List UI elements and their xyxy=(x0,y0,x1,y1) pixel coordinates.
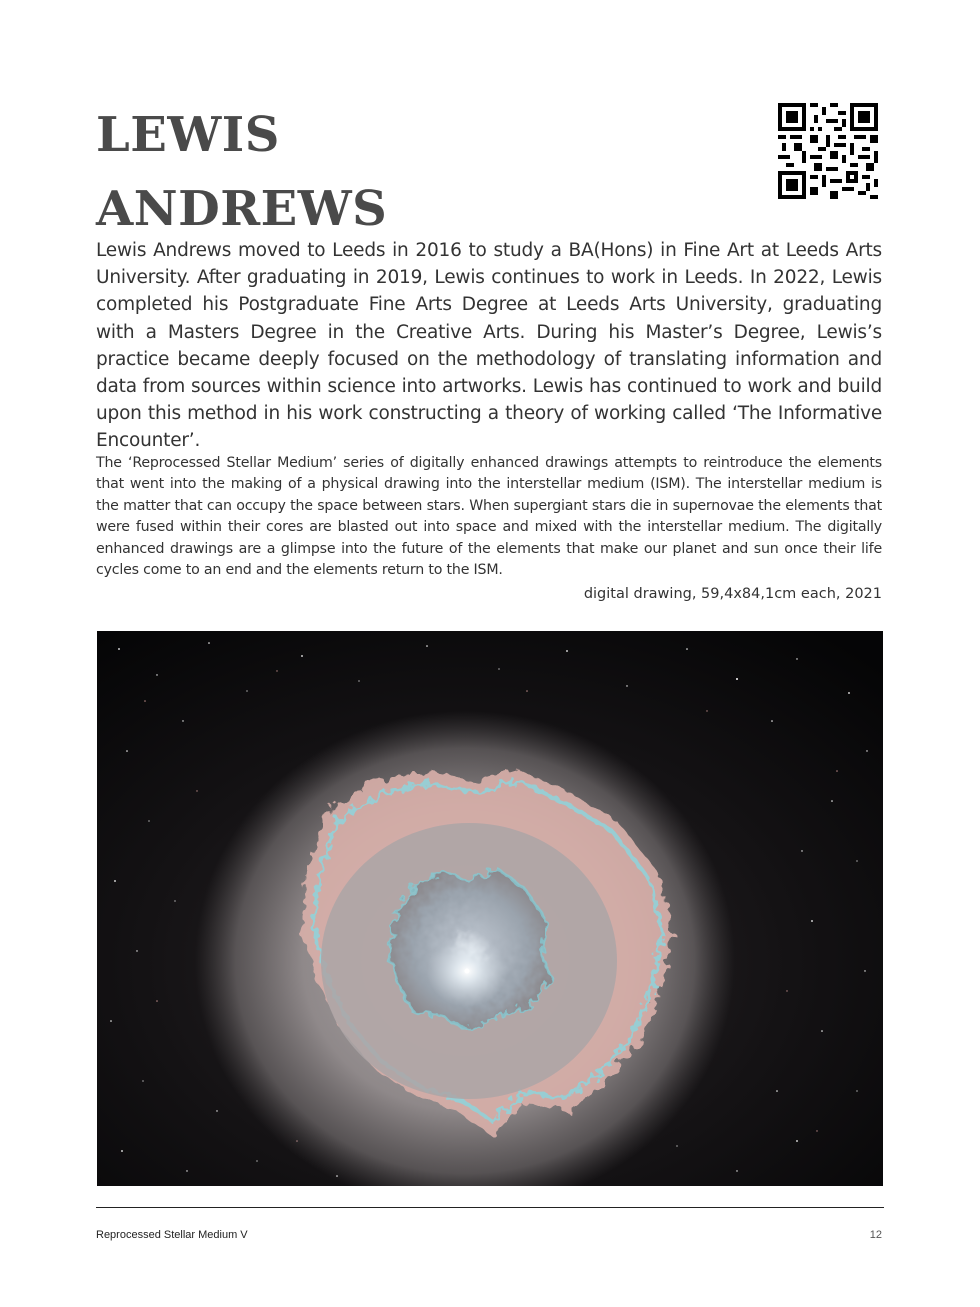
artist-name-line2: ANDREWS xyxy=(96,181,388,237)
page-number: 12 xyxy=(869,1229,882,1241)
artist-name xyxy=(96,98,387,246)
artist-biography: Lewis Andrews moved to Leeds in 2016 to study a BA(Hons) in Fine Art at Leeds Arts University. After graduating in 2019, Lewis continues to work in Leeds. In 2022, Lewis completed his Postgraduate Fine Arts Degree at Leeds Arts University, graduating with a Masters Degree in the Creative Arts. During his Master’s Degree, Lewis’s practice became deeply focused on the methodology of translating information and data from sources within science into artworks. Lewis has continued to work and build upon this method in his work constructing a theory of working called ‘The Informative Encounter’. xyxy=(96,240,882,452)
artwork-caption: digital drawing, 59,4x84,1cm each, 2021 xyxy=(583,586,882,602)
artwork-image xyxy=(97,631,883,1186)
footer-divider xyxy=(96,1207,884,1208)
footer-artwork-title: Reprocessed Stellar Medium V xyxy=(96,1229,248,1241)
artist-name-line1: LEWIS xyxy=(96,107,280,163)
series-description: The ‘Reprocessed Stellar Medium’ series of digitally enhanced drawings attempts to reintroduce the elements that went into the making of a physical drawing into the interstellar medium (ISM). The interstellar medium is the matter that can occupy the space between stars. When supergiant stars die in supernovae the elements that were fused within their cores are blasted out into space and mixed with the interstellar medium. The digitally enhanced drawings are a glimpse into the future of the elements that make our planet and sun once their life cycles come to an end and the elements return to the ISM. xyxy=(96,455,882,579)
qr-code-icon[interactable] xyxy=(778,103,878,199)
